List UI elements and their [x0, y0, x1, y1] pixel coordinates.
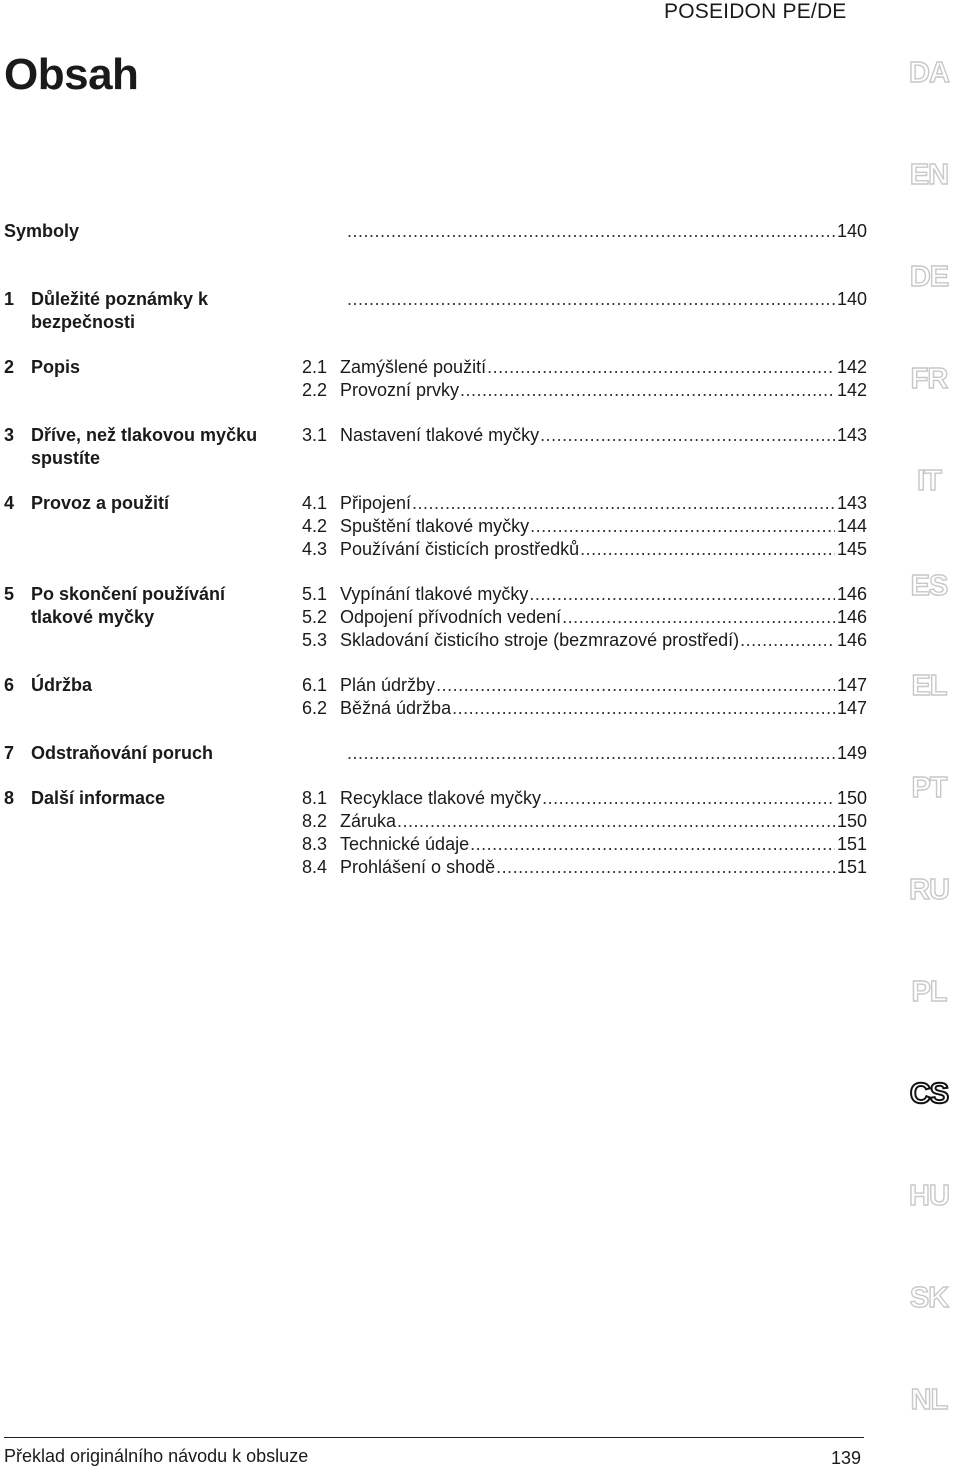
toc-entries — [302, 288, 867, 311]
toc-section-title[interactable] — [4, 742, 289, 765]
toc-entry[interactable] — [302, 288, 867, 311]
toc-section-number: 8 — [4, 788, 15, 808]
toc-entry-page: 150 — [836, 811, 867, 831]
toc-entry[interactable] — [302, 538, 867, 561]
toc-entry[interactable] — [302, 742, 867, 765]
toc-section-number: 4 — [4, 493, 15, 513]
toc-entries — [302, 356, 867, 402]
toc-entry-page: 151 — [836, 857, 867, 877]
toc-section-title[interactable] — [4, 492, 289, 515]
toc-entry-page: 149 — [836, 743, 867, 763]
toc-entry-label: Běžná údržba — [340, 698, 452, 718]
toc-entry-label: Spuštění tlakové myčky — [340, 516, 530, 536]
language-tab-da[interactable]: DA — [909, 57, 949, 89]
toc-entry-page: 151 — [836, 834, 867, 854]
toc-entry-label: Recyklace tlakové myčky — [340, 788, 542, 808]
dot-leader — [347, 220, 835, 243]
dot-leader — [470, 833, 835, 856]
language-tab-cs[interactable]: CS — [909, 1078, 949, 1110]
toc-entry-number: 5.2 — [302, 607, 328, 627]
toc-entry-number: 4.1 — [302, 493, 328, 513]
toc-entry-page: 142 — [836, 380, 867, 400]
toc-entry[interactable] — [302, 356, 867, 379]
toc-entry-label: Zamýšlené použití — [340, 357, 487, 377]
toc-section-label: Dříve, než tlakovou myčku spustíte — [31, 425, 258, 468]
toc-section-label: Důležité poznámky k bezpečnosti — [31, 289, 209, 332]
language-tab-de[interactable]: DE — [909, 261, 949, 293]
language-tab-ru[interactable]: RU — [909, 874, 949, 906]
toc-section-title[interactable] — [4, 288, 289, 334]
dot-leader — [540, 424, 835, 447]
toc-entries — [302, 492, 867, 561]
dot-leader — [452, 697, 835, 720]
dot-leader — [347, 742, 835, 765]
toc-entry-number: 4.2 — [302, 516, 328, 536]
toc-entry-page: 143 — [836, 493, 867, 513]
toc-entry-label: Skladování čisticího stroje (bezmrazové prostředí) — [340, 630, 740, 650]
toc-entry[interactable] — [302, 515, 867, 538]
toc-entry[interactable] — [302, 379, 867, 402]
footer-text: Překlad originálního návodu k obsluze — [4, 1446, 309, 1466]
dot-leader — [529, 583, 835, 606]
dot-leader — [530, 515, 835, 538]
dot-leader — [460, 379, 835, 402]
toc-entry-label: Vypínání tlakové myčky — [340, 584, 529, 604]
toc-section-title[interactable] — [4, 220, 289, 243]
toc-entry[interactable] — [302, 856, 867, 879]
toc-entry[interactable] — [302, 606, 867, 629]
toc-section-title[interactable] — [4, 356, 289, 379]
toc-entry[interactable] — [302, 424, 867, 447]
toc-entry-label: Záruka — [340, 811, 397, 831]
language-tab-es[interactable]: ES — [910, 570, 948, 602]
toc-entry[interactable] — [302, 220, 867, 243]
toc-entry-number: 8.4 — [302, 857, 328, 877]
toc-entry-number: 5.1 — [302, 584, 328, 604]
dot-leader — [347, 288, 835, 311]
footer-divider — [4, 1437, 864, 1438]
toc-section-number: 7 — [4, 743, 15, 763]
toc-entry[interactable] — [302, 787, 867, 810]
toc-entry[interactable] — [302, 810, 867, 833]
toc-entry-label: Plán údržby — [340, 675, 436, 695]
toc-entry-number: 8.2 — [302, 811, 328, 831]
toc-section-number: 6 — [4, 675, 15, 695]
language-tab-en[interactable]: EN — [909, 159, 949, 191]
document-header: POSEIDON PE/DE — [664, 0, 847, 23]
dot-leader — [562, 606, 835, 629]
toc-entry-label: Prohlášení o shodě — [340, 857, 496, 877]
language-tab-sk[interactable]: SK — [909, 1282, 949, 1314]
toc-entry-page: 146 — [836, 630, 867, 650]
toc-entry-page: 145 — [836, 539, 867, 559]
toc-entry-label: Technické údaje — [340, 834, 470, 854]
language-tab-pl[interactable]: PL — [911, 976, 947, 1008]
toc-entry-number: 2.1 — [302, 357, 328, 377]
toc-entry-number: 5.3 — [302, 630, 328, 650]
toc-entry-label: Používání čisticích prostředků — [340, 539, 580, 559]
toc-section-number: 5 — [4, 584, 15, 604]
toc-section-title[interactable] — [4, 674, 289, 697]
toc-entry-page: 140 — [836, 289, 867, 309]
toc-entry-number: 3.1 — [302, 425, 328, 445]
dot-leader — [496, 856, 835, 879]
toc-entry-number: 6.1 — [302, 675, 328, 695]
language-tab-pt[interactable]: PT — [911, 772, 947, 804]
toc-section-title[interactable] — [4, 583, 289, 629]
toc-section-label: Odstraňování poruch — [31, 743, 214, 763]
toc-entry-page: 140 — [836, 221, 867, 241]
language-tab-it[interactable]: IT — [917, 465, 941, 497]
toc-section-number: 3 — [4, 425, 15, 445]
toc-entry-page: 147 — [836, 698, 867, 718]
dot-leader — [542, 787, 835, 810]
toc-section-title[interactable] — [4, 424, 289, 470]
language-tab-nl[interactable]: NL — [910, 1384, 948, 1416]
toc-entry[interactable] — [302, 674, 867, 697]
toc-entry-number: 8.1 — [302, 788, 328, 808]
toc-entry-number: 6.2 — [302, 698, 328, 718]
toc-section-label: Popis — [31, 357, 81, 377]
language-tab-fr[interactable]: FR — [910, 363, 948, 395]
dot-leader — [397, 810, 835, 833]
toc-section-label: Údržba — [31, 675, 93, 695]
toc-entries — [302, 583, 867, 652]
toc-entry-page: 146 — [836, 607, 867, 627]
toc-entry-label: Nastavení tlakové myčky — [340, 425, 540, 445]
language-tab-hu[interactable]: HU — [909, 1180, 949, 1212]
toc-entry-page: 142 — [836, 357, 867, 377]
toc-entry-label: Připojení — [340, 493, 412, 513]
toc-entry-page: 150 — [836, 788, 867, 808]
toc-section-label: Symboly — [4, 221, 80, 241]
toc-entry[interactable] — [302, 833, 867, 856]
dot-leader — [740, 629, 835, 652]
language-tab-el[interactable]: EL — [911, 670, 947, 702]
toc-entries — [302, 742, 867, 765]
toc-entry[interactable] — [302, 583, 867, 606]
dot-leader — [436, 674, 835, 697]
toc-entry-page: 147 — [836, 675, 867, 695]
page-title: Obsah — [4, 50, 139, 99]
toc-entry-number: 8.3 — [302, 834, 328, 854]
toc-entries — [302, 674, 867, 720]
dot-leader — [412, 492, 835, 515]
dot-leader — [487, 356, 835, 379]
toc-entry-number: 2.2 — [302, 380, 328, 400]
toc-section-number: 2 — [4, 357, 15, 377]
toc-entry-page: 144 — [836, 516, 867, 536]
dot-leader — [580, 538, 835, 561]
toc-entry-label: Provozní prvky — [340, 380, 460, 400]
toc-entry[interactable] — [302, 492, 867, 515]
page-number: 139 — [831, 1448, 862, 1468]
toc-entry-label: Odpojení přívodních vedení — [340, 607, 562, 627]
toc-section-label: Provoz a použití — [31, 493, 170, 513]
toc-entry-number: 4.3 — [302, 539, 328, 559]
toc-section-label: Po skončení používání tlakové myčky — [31, 584, 226, 627]
toc-entry-page: 143 — [836, 425, 867, 445]
toc-entry[interactable] — [302, 629, 867, 652]
toc-section-title[interactable] — [4, 787, 289, 810]
toc-entries — [302, 787, 867, 879]
toc-entry[interactable] — [302, 697, 867, 720]
toc-section-number: 1 — [4, 289, 15, 309]
toc-entries — [302, 424, 867, 447]
toc-section-label: Další informace — [31, 788, 166, 808]
toc-entries — [302, 220, 867, 243]
toc-entry-page: 146 — [836, 584, 867, 604]
